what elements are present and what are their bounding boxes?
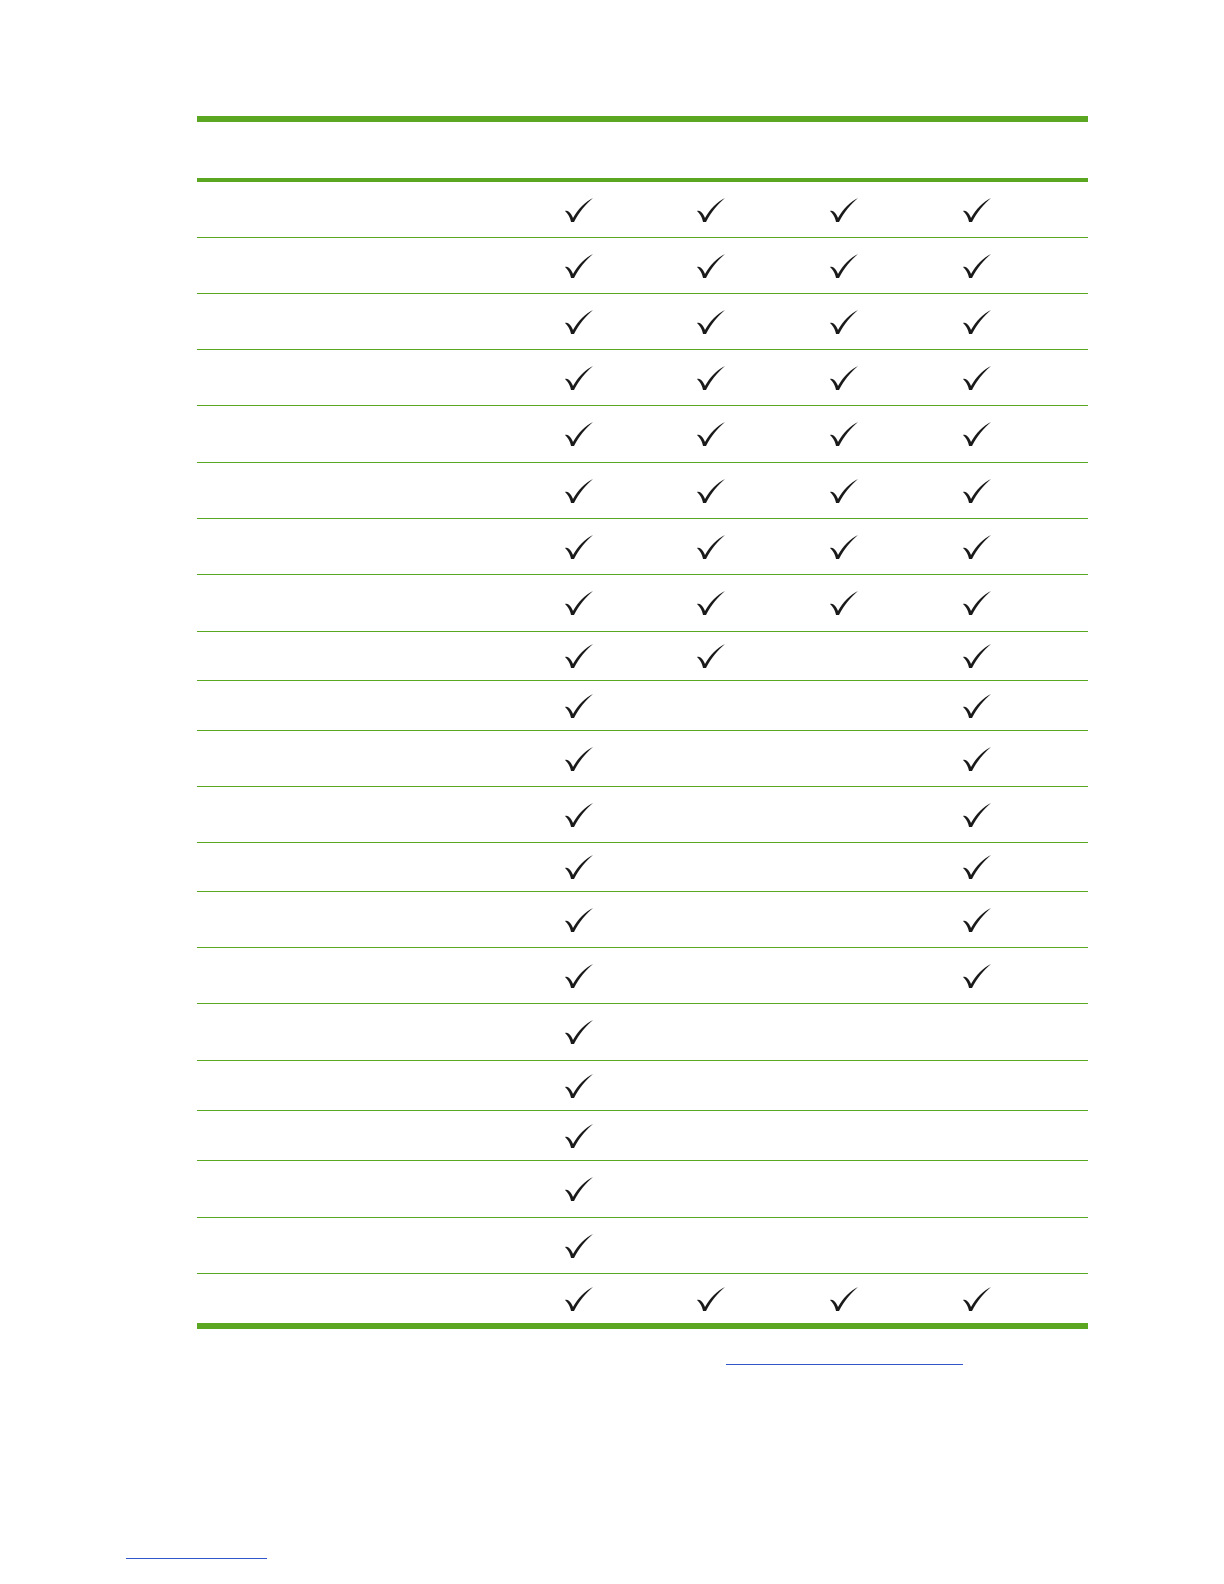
- check-icon: [828, 308, 860, 336]
- table-cell: [559, 575, 599, 631]
- table-cell: [824, 1218, 864, 1273]
- table-cell: [957, 294, 997, 349]
- table-cell: [559, 519, 599, 574]
- table-cell: [559, 463, 599, 518]
- table-row: [197, 892, 1088, 948]
- table-cell: [691, 575, 731, 631]
- check-icon: [695, 477, 727, 505]
- table-cell: [824, 350, 864, 405]
- table-cell: [691, 463, 731, 518]
- check-icon: [695, 364, 727, 392]
- table-cell: [691, 632, 731, 680]
- check-icon: [961, 364, 993, 392]
- check-icon: [695, 196, 727, 224]
- table-row: [197, 350, 1088, 406]
- table-cell: [824, 892, 864, 947]
- check-icon: [695, 308, 727, 336]
- table-row: [197, 1004, 1088, 1061]
- check-icon: [695, 420, 727, 448]
- table-cell: [824, 1274, 864, 1323]
- check-icon: [563, 589, 595, 617]
- check-icon: [563, 477, 595, 505]
- table-row: [197, 182, 1088, 238]
- table-cell: [957, 1274, 997, 1323]
- check-icon: [961, 589, 993, 617]
- check-icon: [695, 252, 727, 280]
- table-row: [197, 463, 1088, 519]
- table-cell: [691, 1061, 731, 1110]
- table-cell: [559, 948, 599, 1003]
- table-cell: [824, 731, 864, 786]
- table-cell: [957, 948, 997, 1003]
- table-cell: [824, 294, 864, 349]
- table-cell: [957, 182, 997, 237]
- table-cell: [559, 238, 599, 293]
- table-cell: [559, 1274, 599, 1323]
- table-cell: [559, 843, 599, 891]
- table-row: [197, 1218, 1088, 1274]
- table-cell: [559, 350, 599, 405]
- check-icon: [563, 196, 595, 224]
- check-icon: [563, 252, 595, 280]
- table-cell: [957, 519, 997, 574]
- table-cell: [559, 1218, 599, 1273]
- table-cell: [824, 406, 864, 462]
- check-icon: [961, 962, 993, 990]
- table-row: [197, 1061, 1088, 1111]
- table-cell: [957, 731, 997, 786]
- check-icon: [961, 853, 993, 881]
- table-cell: [559, 1004, 599, 1060]
- table-row: [197, 238, 1088, 294]
- check-icon: [961, 252, 993, 280]
- table-cell: [691, 1111, 731, 1160]
- table-cell: [824, 182, 864, 237]
- check-icon: [695, 1285, 727, 1313]
- check-icon: [695, 533, 727, 561]
- table-cell: [824, 632, 864, 680]
- table-cell: [824, 787, 864, 842]
- check-icon: [828, 589, 860, 617]
- table-cell: [691, 892, 731, 947]
- table-bottom-rule: [197, 1323, 1088, 1329]
- check-icon: [563, 1122, 595, 1150]
- table-cell: [957, 1218, 997, 1273]
- table-cell: [691, 948, 731, 1003]
- table-cell: [957, 463, 997, 518]
- table-row: [197, 948, 1088, 1004]
- table-cell: [824, 843, 864, 891]
- table-cell: [957, 1004, 997, 1060]
- check-icon: [961, 308, 993, 336]
- check-icon: [563, 962, 595, 990]
- table-cell: [957, 238, 997, 293]
- check-icon: [961, 642, 993, 670]
- table-cell: [691, 182, 731, 237]
- table-cell: [824, 1061, 864, 1110]
- table-cell: [824, 519, 864, 574]
- table-cell: [559, 632, 599, 680]
- feature-support-table: [197, 116, 1088, 1329]
- check-icon: [961, 906, 993, 934]
- table-cell: [824, 681, 864, 730]
- table-cell: [559, 787, 599, 842]
- check-icon: [563, 801, 595, 829]
- table-cell: [824, 1161, 864, 1217]
- check-icon: [563, 1232, 595, 1260]
- table-cell: [691, 294, 731, 349]
- check-icon: [563, 308, 595, 336]
- table-row: [197, 519, 1088, 575]
- table-cell: [691, 1274, 731, 1323]
- check-icon: [563, 1175, 595, 1203]
- table-row: [197, 575, 1088, 632]
- check-icon: [695, 589, 727, 617]
- table-row: [197, 843, 1088, 892]
- table-cell: [957, 892, 997, 947]
- check-icon: [563, 853, 595, 881]
- table-row: [197, 787, 1088, 843]
- table-cell: [957, 406, 997, 462]
- check-icon: [828, 477, 860, 505]
- table-cell: [824, 1111, 864, 1160]
- table-row: [197, 1111, 1088, 1161]
- check-icon: [563, 1018, 595, 1046]
- table-cell: [691, 731, 731, 786]
- table-cell: [691, 681, 731, 730]
- table-cell: [559, 182, 599, 237]
- check-icon: [563, 906, 595, 934]
- check-icon: [828, 196, 860, 224]
- check-icon: [695, 642, 727, 670]
- table-cell: [957, 1111, 997, 1160]
- table-cell: [957, 787, 997, 842]
- table-cell: [559, 1061, 599, 1110]
- table-row: [197, 294, 1088, 350]
- check-icon: [961, 533, 993, 561]
- table-cell: [957, 843, 997, 891]
- check-icon: [961, 196, 993, 224]
- check-icon: [563, 1285, 595, 1313]
- table-cell: [957, 681, 997, 730]
- table-cell: [957, 632, 997, 680]
- table-cell: [691, 1004, 731, 1060]
- table-cell: [691, 406, 731, 462]
- table-cell: [691, 787, 731, 842]
- check-icon: [961, 745, 993, 773]
- table-row: [197, 1274, 1088, 1323]
- check-icon: [828, 1285, 860, 1313]
- check-icon: [563, 533, 595, 561]
- hyperlink-underline[interactable]: [726, 1364, 963, 1365]
- check-icon: [961, 420, 993, 448]
- table-cell: [824, 575, 864, 631]
- check-icon: [961, 692, 993, 720]
- table-row: [197, 1161, 1088, 1218]
- table-cell: [691, 350, 731, 405]
- check-icon: [563, 745, 595, 773]
- table-row: [197, 632, 1088, 681]
- check-icon: [961, 477, 993, 505]
- table-cell: [559, 1161, 599, 1217]
- table-cell: [957, 1061, 997, 1110]
- table-cell: [824, 463, 864, 518]
- table-cell: [559, 731, 599, 786]
- check-icon: [828, 533, 860, 561]
- check-icon: [961, 1285, 993, 1313]
- table-cell: [824, 948, 864, 1003]
- footer-hyperlink-underline[interactable]: [126, 1558, 267, 1559]
- table-cell: [691, 238, 731, 293]
- table-cell: [691, 1161, 731, 1217]
- table-cell: [824, 238, 864, 293]
- check-icon: [828, 420, 860, 448]
- check-icon: [961, 801, 993, 829]
- table-row: [197, 731, 1088, 787]
- table-cell: [824, 1004, 864, 1060]
- check-icon: [563, 364, 595, 392]
- table-cell: [691, 519, 731, 574]
- table-cell: [559, 1111, 599, 1160]
- table-header-row: [197, 122, 1088, 178]
- check-icon: [563, 420, 595, 448]
- table-body: [197, 182, 1088, 1323]
- table-cell: [691, 843, 731, 891]
- table-cell: [691, 1218, 731, 1273]
- check-icon: [828, 252, 860, 280]
- table-cell: [559, 406, 599, 462]
- check-icon: [563, 642, 595, 670]
- table-row: [197, 681, 1088, 731]
- table-cell: [957, 350, 997, 405]
- table-cell: [559, 294, 599, 349]
- table-cell: [957, 575, 997, 631]
- check-icon: [563, 692, 595, 720]
- table-cell: [559, 892, 599, 947]
- check-icon: [563, 1072, 595, 1100]
- table-cell: [957, 1161, 997, 1217]
- table-row: [197, 406, 1088, 463]
- check-icon: [828, 364, 860, 392]
- table-cell: [559, 681, 599, 730]
